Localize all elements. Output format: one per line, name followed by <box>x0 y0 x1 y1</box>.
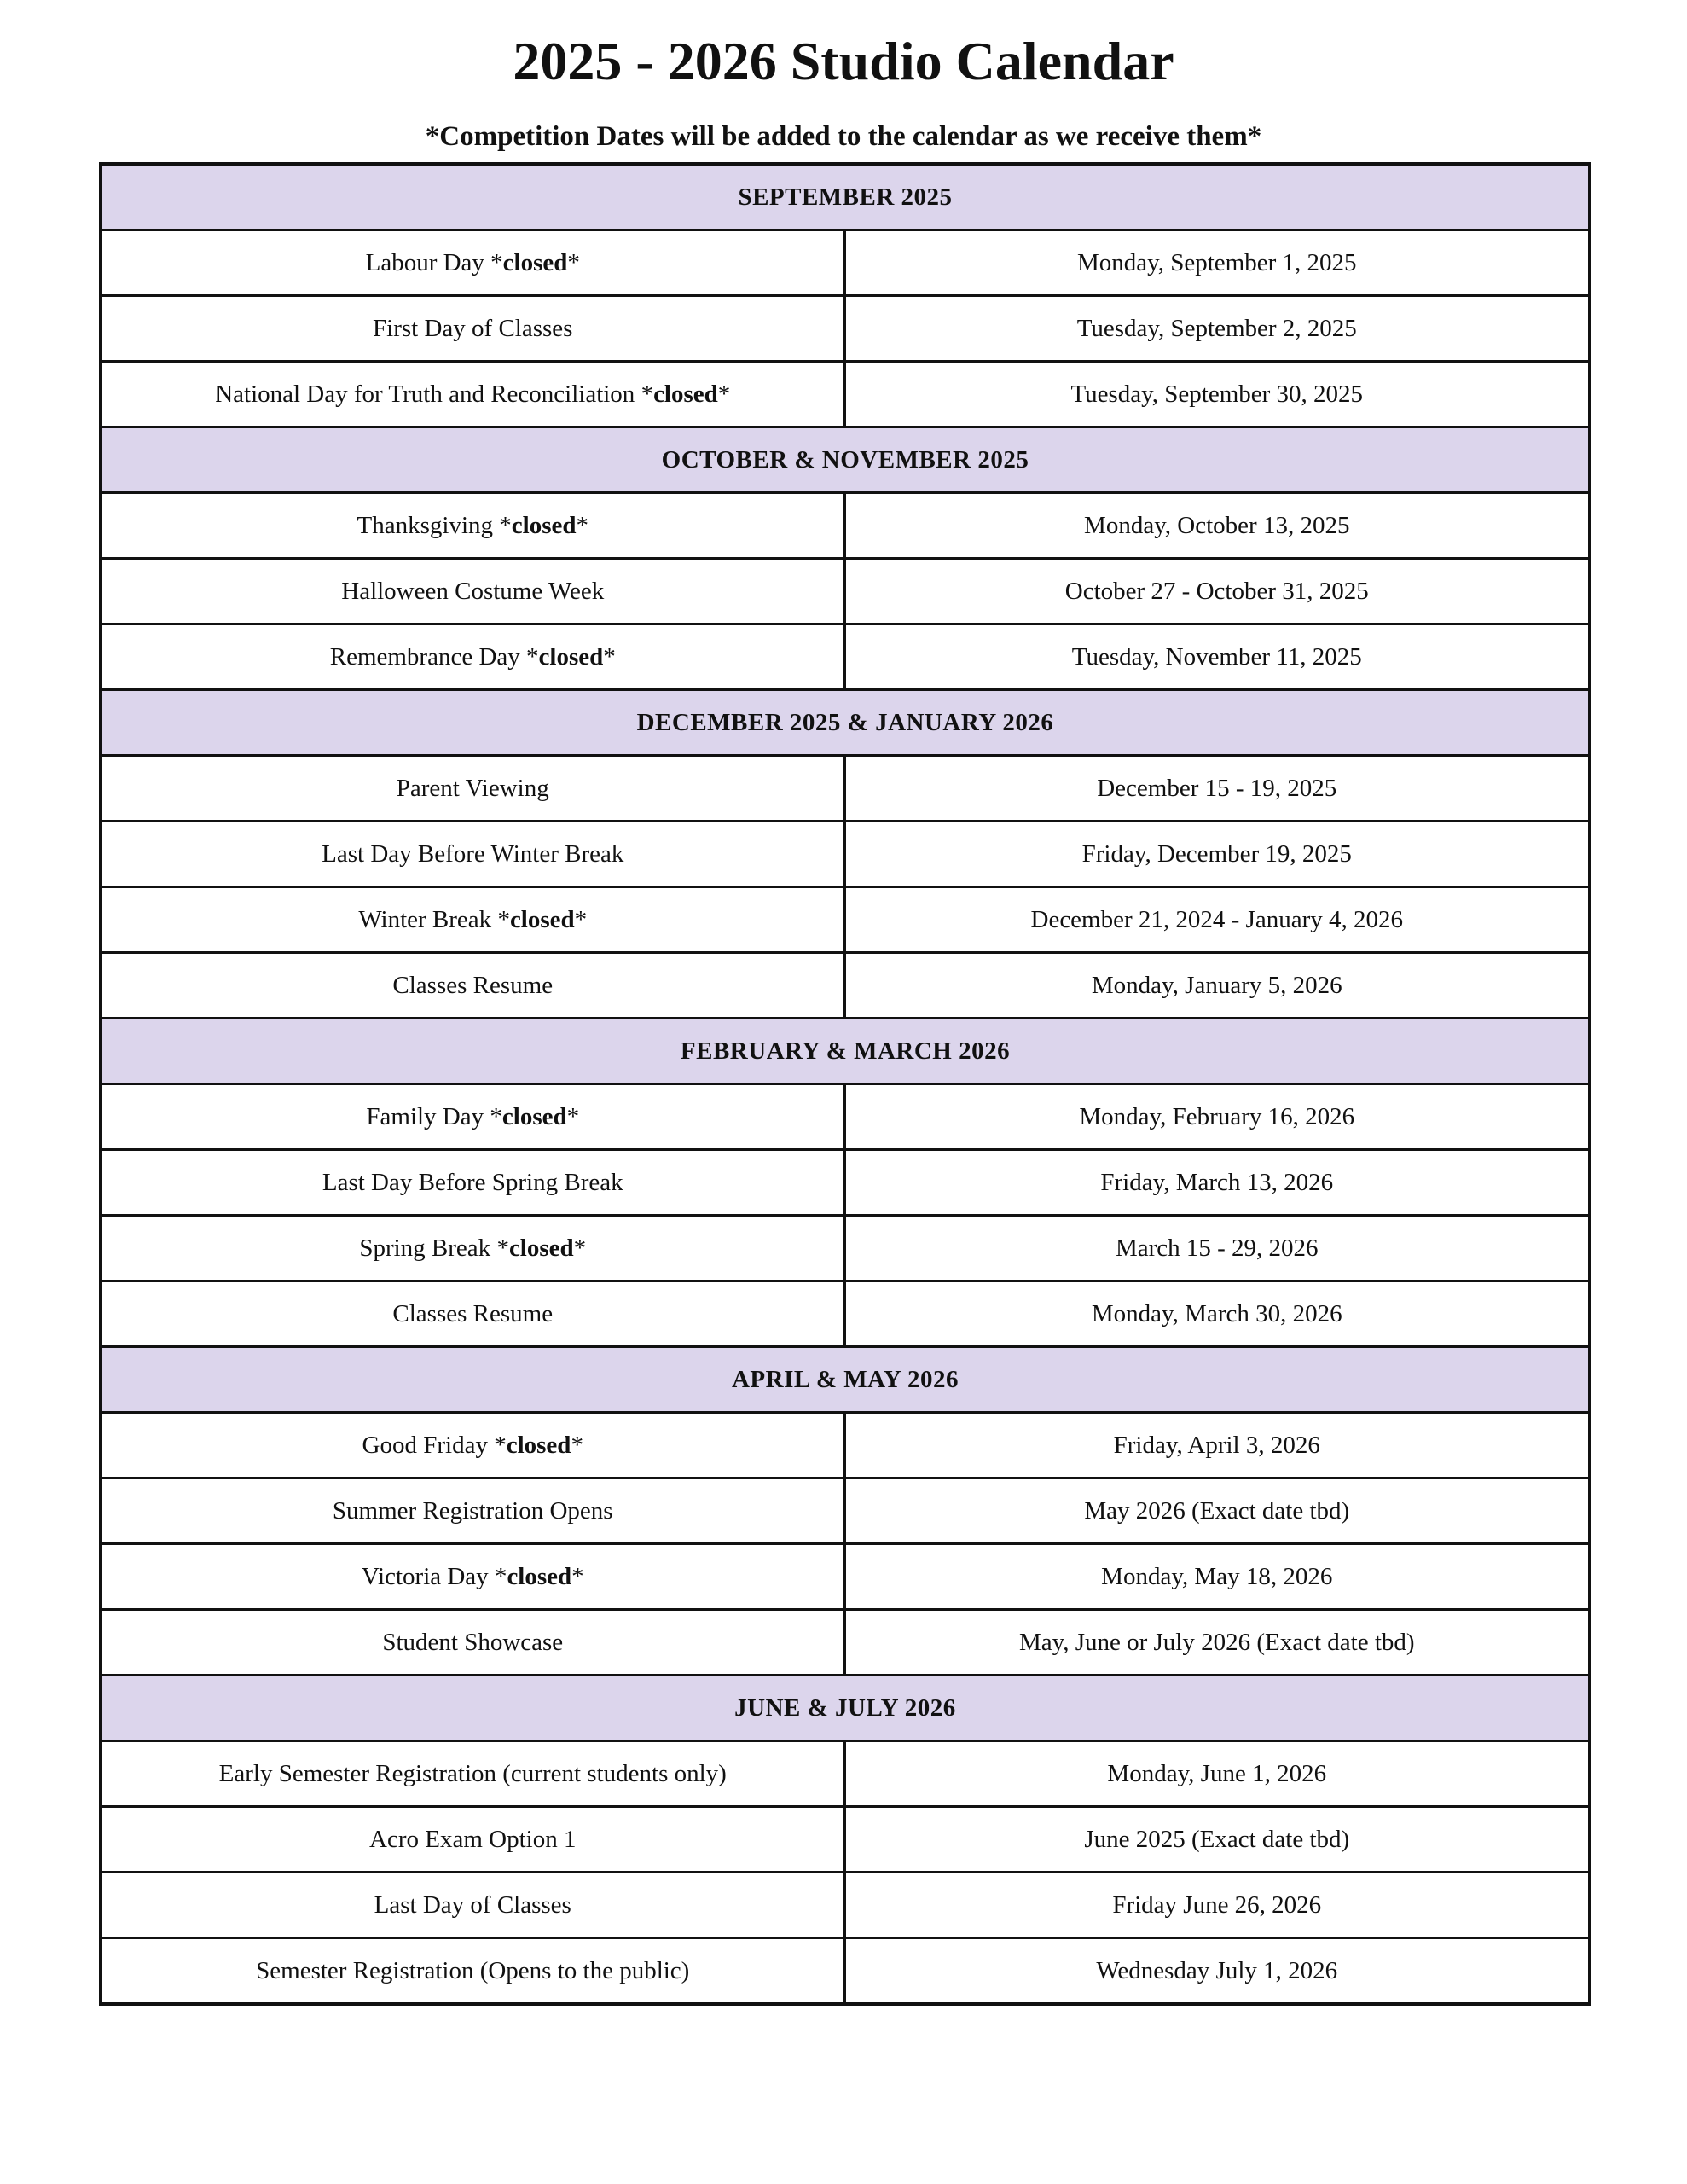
table-row <box>101 362 1590 427</box>
event-cell <box>101 1741 844 1807</box>
closed-marker-close: * <box>576 512 588 539</box>
closed-marker-open: * <box>487 1432 507 1459</box>
event-name: Acro Exam Option 1 <box>369 1826 577 1853</box>
date-cell: Monday, June 1, 2026 <box>844 1741 1590 1807</box>
event-name: Last Day Before Winter Break <box>322 840 624 868</box>
event-cell <box>101 1084 844 1150</box>
date-cell: December 21, 2024 - January 4, 2026 <box>844 887 1590 953</box>
date-cell: Monday, May 18, 2026 <box>844 1544 1590 1610</box>
event-cell <box>101 1938 844 2005</box>
table-row <box>101 1807 1590 1873</box>
table-row <box>101 1150 1590 1216</box>
event-cell <box>101 362 844 427</box>
event-cell <box>101 230 844 296</box>
closed-marker-close: * <box>717 380 731 408</box>
date-cell: May, June or July 2026 (Exact date tbd) <box>844 1610 1590 1676</box>
event-cell <box>101 1478 844 1544</box>
date-cell: Monday, January 5, 2026 <box>844 953 1590 1019</box>
event-name: First Day of Classes <box>373 315 573 342</box>
calendar-body <box>101 164 1590 2004</box>
table-row <box>101 1084 1590 1150</box>
table-row <box>101 1741 1590 1807</box>
event-name: Good Friday <box>362 1432 488 1459</box>
date-cell: Wednesday July 1, 2026 <box>844 1938 1590 2005</box>
event-name: Parent Viewing <box>396 775 549 802</box>
event-name: Remembrance Day <box>329 643 520 671</box>
event-name: Last Day Before Spring Break <box>322 1169 623 1196</box>
date-cell: Tuesday, September 30, 2025 <box>844 362 1590 427</box>
event-name: Victoria Day <box>361 1563 489 1590</box>
table-row <box>101 493 1590 559</box>
closed-label: closed <box>502 249 568 276</box>
event-name: Summer Registration Opens <box>332 1497 613 1525</box>
event-cell <box>101 1610 844 1676</box>
closed-marker-close: * <box>566 1103 580 1130</box>
closed-marker-open: * <box>635 380 654 408</box>
event-cell <box>101 296 844 362</box>
event-cell <box>101 624 844 690</box>
section-header-row <box>101 1347 1590 1413</box>
table-row <box>101 1478 1590 1544</box>
closed-marker-close: * <box>603 643 616 671</box>
table-row <box>101 887 1590 953</box>
closed-marker-open: * <box>490 1234 509 1262</box>
event-name: Family Day <box>366 1103 484 1130</box>
section-heading: JUNE & JULY 2026 <box>101 1676 1590 1741</box>
event-name: Classes Resume <box>392 1300 554 1327</box>
date-cell: Monday, September 1, 2025 <box>844 230 1590 296</box>
event-cell <box>101 1873 844 1938</box>
date-cell: Friday, April 3, 2026 <box>844 1413 1590 1478</box>
closed-marker-close: * <box>574 906 588 933</box>
table-row <box>101 624 1590 690</box>
closed-marker-open: * <box>493 512 512 539</box>
table-row <box>101 1544 1590 1610</box>
page-title: 2025 - 2026 Studio Calendar <box>513 31 1174 91</box>
event-name: Student Showcase <box>382 1629 564 1656</box>
table-row <box>101 1216 1590 1281</box>
closed-label: closed <box>511 512 577 539</box>
section-header-row <box>101 164 1590 230</box>
closed-marker-open: * <box>519 643 539 671</box>
closed-marker-open: * <box>488 1563 507 1590</box>
event-name: Labour Day <box>365 249 484 276</box>
table-row <box>101 953 1590 1019</box>
table-row <box>101 1281 1590 1347</box>
event-name: Winter Break <box>358 906 492 933</box>
event-name: National Day for Truth and Reconciliation <box>215 380 635 408</box>
section-header-row <box>101 427 1590 493</box>
section-header-row <box>101 690 1590 756</box>
closed-marker-close: * <box>573 1234 587 1262</box>
closed-label: closed <box>509 906 575 933</box>
table-row <box>101 1413 1590 1478</box>
table-row <box>101 1873 1590 1938</box>
section-heading: FEBRUARY & MARCH 2026 <box>101 1019 1590 1084</box>
event-name: Semester Registration (Opens to the public) <box>256 1957 690 1984</box>
section-header-row <box>101 1676 1590 1741</box>
date-cell: December 15 - 19, 2025 <box>844 756 1590 822</box>
closed-label: closed <box>538 643 604 671</box>
closed-label: closed <box>653 380 718 408</box>
event-cell <box>101 887 844 953</box>
event-cell <box>101 953 844 1019</box>
section-heading: DECEMBER 2025 & JANUARY 2026 <box>101 690 1590 756</box>
section-heading: APRIL & MAY 2026 <box>101 1347 1590 1413</box>
page-subtitle: *Competition Dates will be added to the calendar as we receive them* <box>425 121 1262 152</box>
event-cell <box>101 1807 844 1873</box>
event-name: Thanksgiving <box>357 512 494 539</box>
event-name: Spring Break <box>359 1234 491 1262</box>
closed-marker-close: * <box>571 1563 584 1590</box>
closed-marker-close: * <box>571 1432 583 1459</box>
event-cell <box>101 559 844 624</box>
date-cell: Monday, October 13, 2025 <box>844 493 1590 559</box>
section-header-row <box>101 1019 1590 1084</box>
event-name: Early Semester Registration (current students only) <box>218 1760 727 1787</box>
closed-marker-open: * <box>484 1103 502 1130</box>
calendar-table <box>99 162 1591 2006</box>
closed-label: closed <box>506 1432 571 1459</box>
date-cell: Tuesday, September 2, 2025 <box>844 296 1590 362</box>
date-cell: Monday, March 30, 2026 <box>844 1281 1590 1347</box>
table-row <box>101 1610 1590 1676</box>
closed-label: closed <box>508 1234 574 1262</box>
event-name: Halloween Costume Week <box>341 578 605 605</box>
closed-label: closed <box>501 1103 567 1130</box>
date-cell: June 2025 (Exact date tbd) <box>844 1807 1590 1873</box>
date-cell: Friday June 26, 2026 <box>844 1873 1590 1938</box>
date-cell: Friday, December 19, 2025 <box>844 822 1590 887</box>
date-cell: Friday, March 13, 2026 <box>844 1150 1590 1216</box>
date-cell: Monday, February 16, 2026 <box>844 1084 1590 1150</box>
section-heading: SEPTEMBER 2025 <box>101 164 1590 230</box>
date-cell: May 2026 (Exact date tbd) <box>844 1478 1590 1544</box>
event-cell <box>101 493 844 559</box>
event-cell <box>101 756 844 822</box>
event-cell <box>101 1281 844 1347</box>
event-name: Classes Resume <box>392 972 554 999</box>
event-cell <box>101 1544 844 1610</box>
table-row <box>101 230 1590 296</box>
event-cell <box>101 1150 844 1216</box>
section-heading: OCTOBER & NOVEMBER 2025 <box>101 427 1590 493</box>
table-row <box>101 559 1590 624</box>
closed-label: closed <box>507 1563 572 1590</box>
table-row <box>101 756 1590 822</box>
event-name: Last Day of Classes <box>374 1891 571 1919</box>
closed-marker-close: * <box>567 249 580 276</box>
table-row <box>101 822 1590 887</box>
date-cell: October 27 - October 31, 2025 <box>844 559 1590 624</box>
event-cell <box>101 1216 844 1281</box>
closed-marker-open: * <box>491 906 510 933</box>
event-cell <box>101 822 844 887</box>
closed-marker-open: * <box>484 249 503 276</box>
table-row <box>101 296 1590 362</box>
date-cell: Tuesday, November 11, 2025 <box>844 624 1590 690</box>
table-row <box>101 1938 1590 2005</box>
event-cell <box>101 1413 844 1478</box>
date-cell: March 15 - 29, 2026 <box>844 1216 1590 1281</box>
